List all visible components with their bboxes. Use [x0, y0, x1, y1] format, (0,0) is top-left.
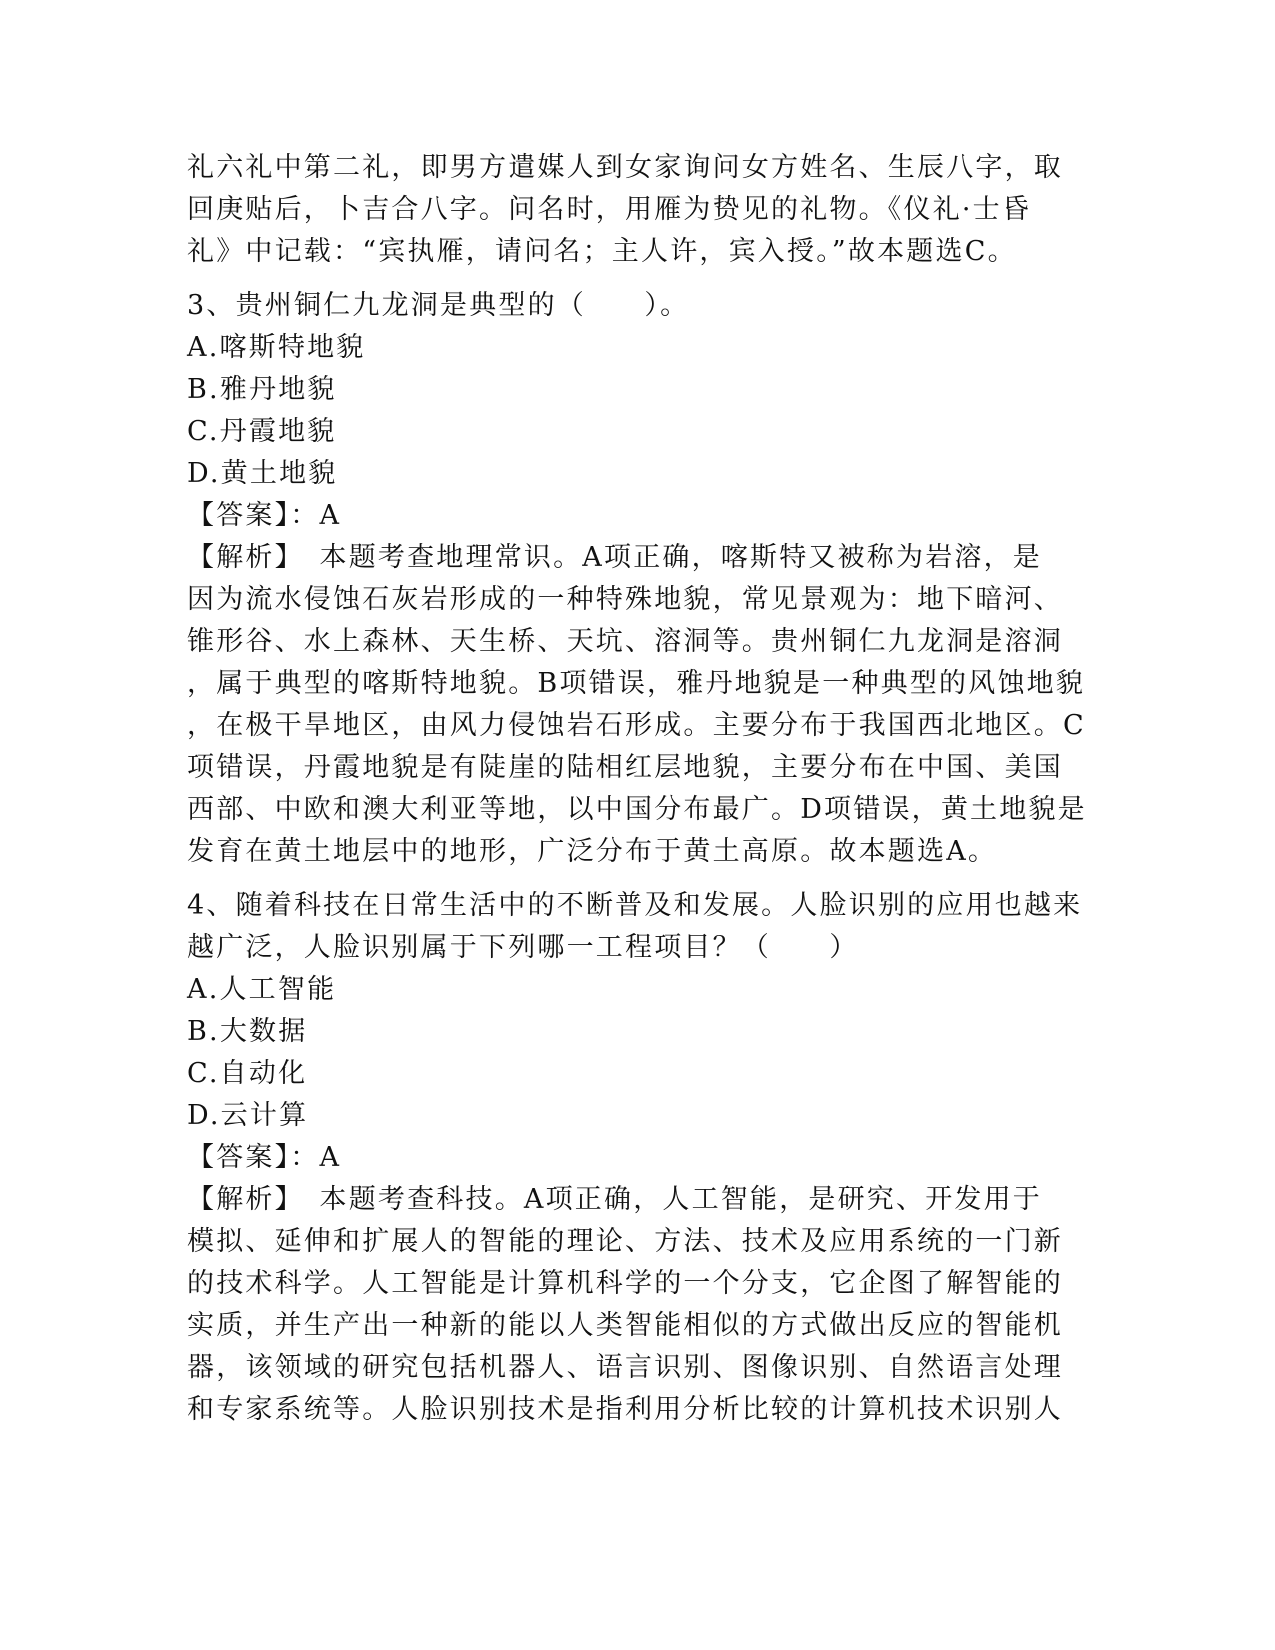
document-page	[187, 147, 1087, 1443]
text-line: 的技术科学。人工智能是计算机科学的一个分支，它企图了解智能的	[187, 1268, 1063, 1299]
text-line: 【解析】 本题考查地理常识。A项正确，喀斯特又被称为岩溶，是	[187, 542, 1042, 573]
text-line: 器，该领域的研究包括机器人、语言识别、图像识别、自然语言处理	[187, 1352, 1063, 1383]
text-line: 项错误，丹霞地貌是有陡崖的陆相红层地貌，主要分布在中国、美国	[187, 752, 1063, 783]
text-line: 实质，并生产出一种新的能以人类智能相似的方式做出反应的智能机	[187, 1310, 1063, 1341]
text-line: ，属于典型的喀斯特地貌。B项错误，雅丹地貌是一种典型的风蚀地貌	[187, 668, 1086, 699]
analysis-text	[187, 1179, 1087, 1431]
text-line: 礼》中记载：“宾执雁，请问名；主人许，宾入授。”故本题选C。	[187, 236, 1017, 267]
question-stem: 4、随着科技在日常生活中的不断普及和发展。人脸识别的应用也越来	[187, 890, 1083, 921]
option-a: A.人工智能	[187, 974, 337, 1005]
question-4	[187, 885, 1087, 1431]
text-line: 因为流水侵蚀石灰岩形成的一种特殊地貌，常见景观为：地下暗河、	[187, 584, 1063, 615]
answer-line: 【答案】：A	[187, 500, 342, 531]
option-b: B.雅丹地貌	[187, 374, 337, 405]
text-line: 回庚贴后，卜吉合八字。问名时，用雁为贽见的礼物。《仪礼·士昏	[187, 194, 1032, 225]
option-c: C.丹霞地貌	[187, 416, 337, 447]
text-line: ，在极干旱地区，由风力侵蚀岩石形成。主要分布于我国西北地区。C	[187, 710, 1086, 741]
option-c: C.自动化	[187, 1058, 308, 1089]
text-line: 【解析】 本题考查科技。A项正确，人工智能，是研究、开发用于	[187, 1184, 1042, 1215]
question-stem: 3、贵州铜仁九龙洞是典型的（ ）。	[187, 290, 690, 321]
analysis-text	[187, 537, 1087, 873]
option-d: D.云计算	[187, 1100, 309, 1131]
previous-question-explanation	[187, 147, 1087, 273]
question-3	[187, 285, 1087, 873]
text-line: 西部、中欧和澳大利亚等地，以中国分布最广。D项错误，黄土地貌是	[187, 794, 1087, 825]
text-line: 礼六礼中第二礼，即男方遣媒人到女家询问女方姓名、生辰八字，取	[187, 152, 1063, 183]
text-line: 和专家系统等。人脸识别技术是指利用分析比较的计算机技术识别人	[187, 1394, 1063, 1425]
text-line: 发育在黄土地层中的地形，广泛分布于黄土高原。故本题选A。	[187, 836, 998, 867]
question-stem: 越广泛，人脸识别属于下列哪一工程项目？（ ）	[187, 932, 859, 963]
option-b: B.大数据	[187, 1016, 308, 1047]
text-line: 锥形谷、水上森林、天生桥、天坑、溶洞等。贵州铜仁九龙洞是溶洞	[187, 626, 1063, 657]
text-line: 模拟、延伸和扩展人的智能的理论、方法、技术及应用系统的一门新	[187, 1226, 1063, 1257]
option-a: A.喀斯特地貌	[187, 332, 366, 363]
option-d: D.黄土地貌	[187, 458, 338, 489]
answer-line: 【答案】：A	[187, 1142, 342, 1173]
